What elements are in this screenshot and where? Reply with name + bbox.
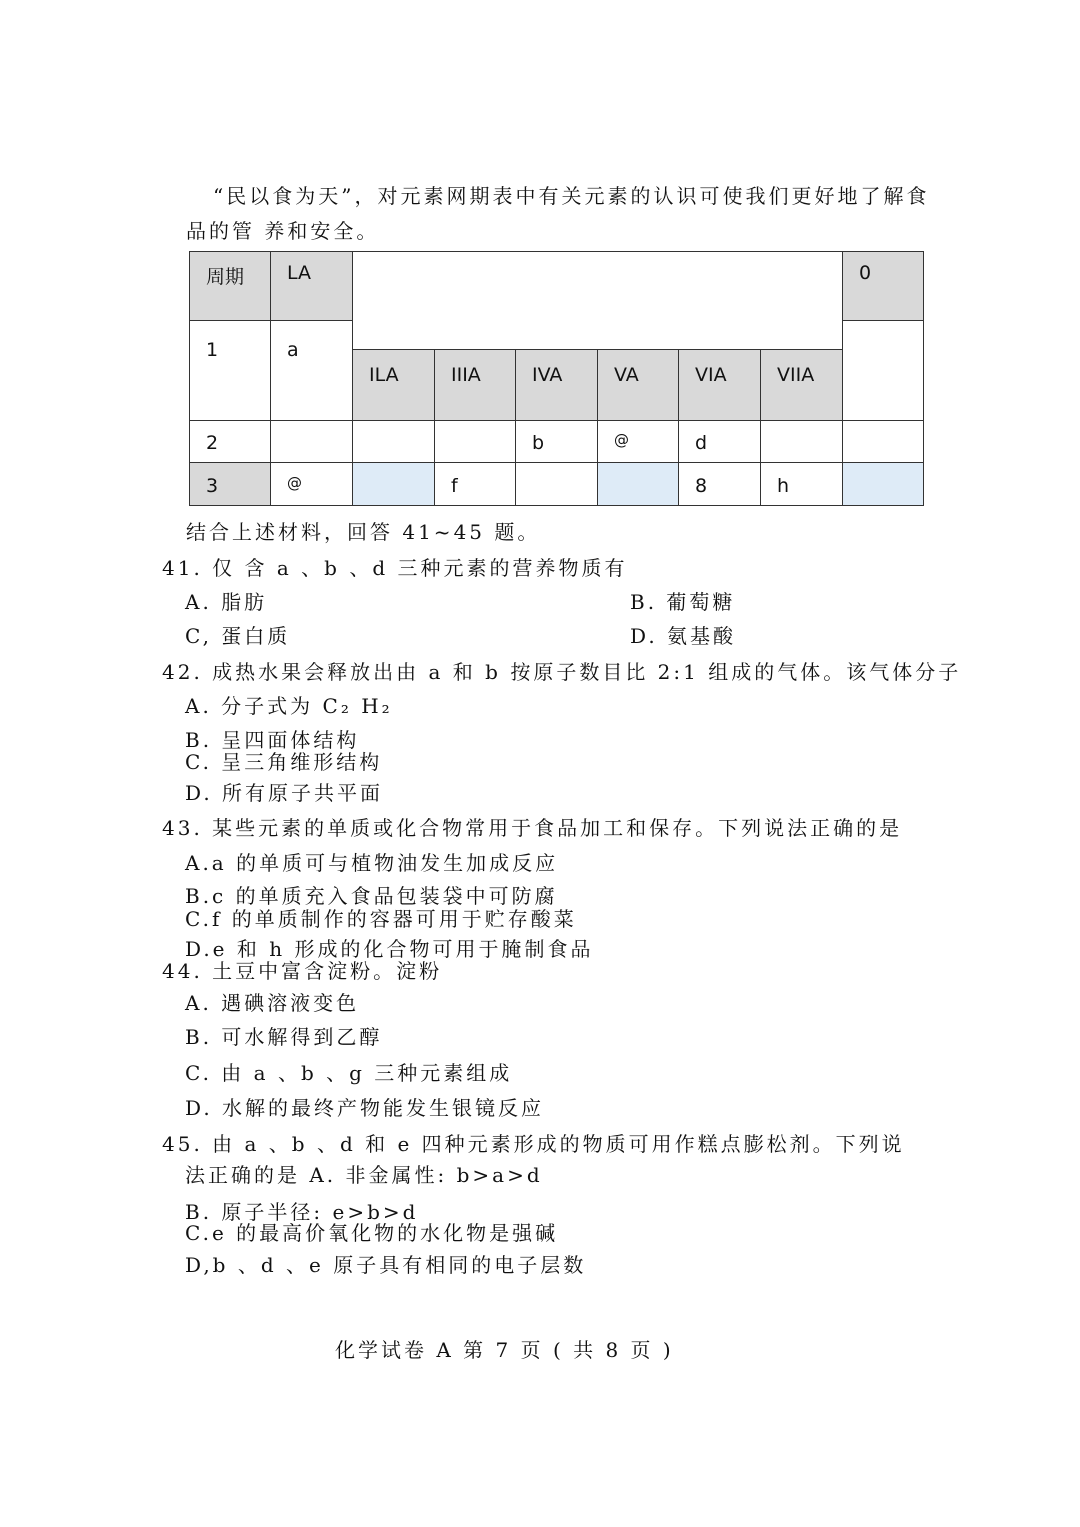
q44-stem: 44. 土豆中富含淀粉。淀粉 (162, 959, 443, 983)
q45-option-c: C.e 的最高价氧化物的水化物是强碱 (185, 1221, 559, 1245)
group-label: IIIA (451, 364, 481, 386)
intro-line-1: “民以食为天”，对元素网期表中有关元素的认识可使我们更好地了解食 (213, 184, 930, 208)
q43-option-c: C.f 的单质制作的容器可用于贮存酸菜 (185, 907, 577, 931)
row1-period: 1 (206, 339, 219, 361)
q44-option-c: C. 由 a 、b 、g 三种元素组成 (185, 1061, 513, 1085)
q43-option-d: D.e 和 h 形成的化合物可用于腌制食品 (185, 937, 594, 961)
q42-option-a: A. 分子式为 C₂ H₂ (185, 694, 393, 718)
group-label: VIIA (777, 364, 815, 386)
q44-option-d: D. 水解的最终产物能发生银镜反应 (185, 1096, 545, 1120)
row2-cell (189, 420, 271, 463)
row1-a-cell (270, 320, 353, 421)
element-h: h (777, 475, 790, 497)
group-cell-2 (352, 349, 435, 421)
element-d: d (695, 432, 708, 454)
row3-cell (515, 462, 598, 506)
q43-stem: 43. 某些元素的单质或化合物常用于食品加工和保存。下列说法正确的是 (162, 816, 903, 840)
group-cell-3 (434, 349, 516, 421)
element-b: b (532, 432, 545, 454)
row2-cell (760, 420, 843, 463)
row2-cell (434, 420, 516, 463)
q42-option-c: C. 呈三角维形结构 (185, 750, 383, 774)
row3-cell (270, 462, 353, 506)
group-cell-5 (597, 349, 679, 421)
row3-cell (434, 462, 516, 506)
q42-option-d: D. 所有原子共平面 (185, 781, 384, 805)
q45-option-b: B. 原子半径: e>b>d (185, 1200, 419, 1224)
row1-zero-lower (842, 392, 924, 421)
q45-option-d: D,b 、d 、e 原子具有相同的电子层数 (185, 1253, 587, 1277)
element-e: @ (287, 474, 302, 492)
row3-cell (842, 462, 924, 506)
periodic-table (189, 251, 924, 506)
group-label: IVA (532, 364, 563, 386)
element-c: @ (614, 431, 629, 449)
q41-option-d: D. 氨基酸 (630, 624, 737, 648)
row1-a: a (287, 339, 299, 361)
row1-zero-cell (842, 320, 924, 393)
row2-cell (597, 420, 679, 463)
row2-cell (352, 420, 435, 463)
header-zero-cell (842, 251, 924, 321)
group-cell-4 (515, 349, 598, 421)
row2-period: 2 (206, 432, 219, 454)
element-g: 8 (695, 475, 708, 497)
q42-option-b: B. 呈四面体结构 (185, 728, 360, 752)
q41-option-a: A. 脂肪 (185, 590, 268, 614)
q45-stem-continued: 法正确的是 A. 非金属性: b>a>d (185, 1163, 543, 1187)
q42-stem: 42. 成热水果会释放出由 a 和 b 按原子数目比 2:1 组成的气体。该气体分子 (162, 660, 962, 684)
row1-period-cell (189, 320, 271, 421)
row2-cell (270, 420, 353, 463)
q41-option-b: B. 葡萄糖 (630, 590, 736, 614)
row3-cell (189, 462, 271, 506)
header-blank-cell (352, 251, 843, 350)
row3-cell (678, 462, 761, 506)
lead-text: 结合上述材料，回答 41~45 题。 (186, 520, 541, 544)
group-label: VIA (695, 364, 727, 386)
q43-option-b: B.c 的单质充入食品包装袋中可防腐 (185, 884, 558, 908)
group-cell-6 (678, 349, 761, 421)
element-f: f (451, 475, 458, 497)
header-zero: 0 (859, 262, 872, 284)
q41-option-c: C, 蛋白质 (185, 624, 291, 648)
q44-option-b: B. 可水解得到乙醇 (185, 1025, 383, 1049)
row3-cell (597, 462, 679, 506)
row2-cell (515, 420, 598, 463)
group-cell-7 (760, 349, 843, 421)
q44-option-a: A. 遇碘溶液变色 (185, 991, 360, 1015)
row3-cell (352, 462, 435, 506)
header-ia: LA (287, 262, 312, 284)
row2-cell (842, 420, 924, 463)
row3-period: 3 (206, 475, 219, 497)
intro-line-2: 品的管 养和安全。 (186, 219, 380, 243)
header-ia-cell (270, 251, 353, 321)
group-label: VA (614, 364, 639, 386)
page-footer: 化学试卷 A 第 7 页 ( 共 8 页 ) (335, 1338, 674, 1362)
row3-cell (760, 462, 843, 506)
group-label: ILA (369, 364, 399, 386)
header-period-cell (189, 251, 271, 321)
row2-cell (678, 420, 761, 463)
q45-stem: 45. 由 a 、b 、d 和 e 四种元素形成的物质可用作糕点膨松剂。下列说 (162, 1132, 905, 1156)
header-period: 周期 (206, 266, 245, 288)
q41-stem: 41. 仅 含 a 、b 、d 三种元素的营养物质有 (162, 556, 628, 580)
q43-option-a: A.a 的单质可与植物油发生加成反应 (185, 851, 559, 875)
